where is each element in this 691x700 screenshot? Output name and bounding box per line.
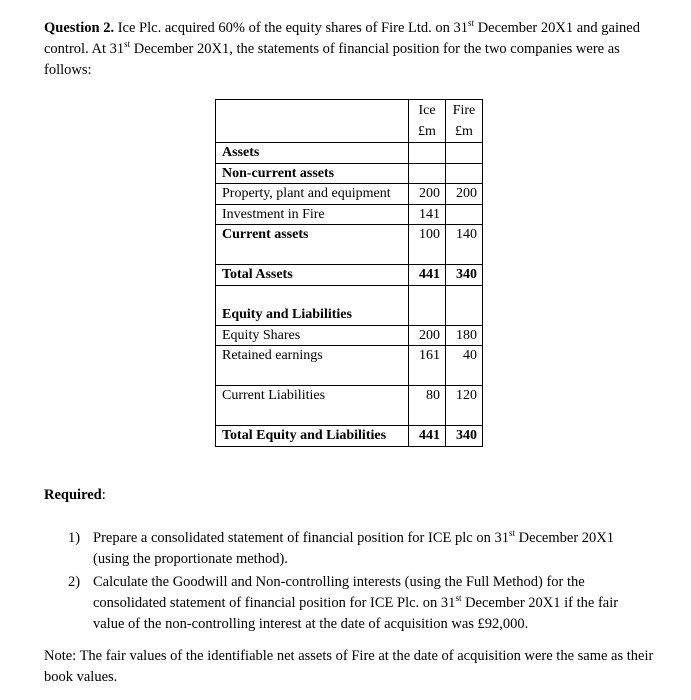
row-ice-value: 200 xyxy=(409,184,446,205)
list-item-sup: st xyxy=(508,528,515,538)
required-heading xyxy=(44,485,654,506)
table-spacer-row xyxy=(216,366,483,386)
row-ice-value: 141 xyxy=(409,204,446,225)
list-item xyxy=(62,528,642,570)
row-ice-value: 441 xyxy=(409,265,446,286)
table-row xyxy=(216,225,483,245)
row-label: Investment in Fire xyxy=(216,204,409,225)
row-ice-value xyxy=(409,163,446,184)
table-row xyxy=(216,386,483,406)
unit-blank-cell xyxy=(216,121,409,143)
table-header-row xyxy=(216,100,483,122)
row-label: Equity and Liabilities xyxy=(216,305,409,325)
header-blank-cell xyxy=(216,100,409,122)
intro-text-3: December 20X1, the statements of financial position for the two companies were as follows: xyxy=(44,41,620,78)
row-label: Property, plant and equipment xyxy=(216,184,409,205)
table-row xyxy=(216,426,483,447)
table-row xyxy=(216,325,483,346)
list-item-text-1: Prepare a consolidated statement of financial position for ICE plc on 31 xyxy=(93,530,509,546)
row-label: Non-current assets xyxy=(216,163,409,184)
row-fire-value: 40 xyxy=(446,346,483,366)
row-fire-value xyxy=(446,305,483,325)
col-fire-name: Fire xyxy=(446,100,483,122)
list-item-sup: st xyxy=(455,593,462,603)
question-intro xyxy=(44,18,654,81)
list-item-number: 2) xyxy=(68,574,81,590)
row-ice-value: 161 xyxy=(409,346,446,366)
row-label: Total Equity and Liabilities xyxy=(216,426,409,447)
table-row xyxy=(216,184,483,205)
row-ice-value: 100 xyxy=(409,225,446,245)
row-ice-value xyxy=(409,305,446,325)
table-spacer-row xyxy=(216,245,483,265)
intro-sup-1: st xyxy=(468,18,475,28)
row-label: Total Assets xyxy=(216,265,409,286)
note-text: Note: The fair values of the identifiable net assets of Fire at the date of acquisition were the same as their book values. xyxy=(44,648,654,685)
table-row xyxy=(216,163,483,184)
financial-position-table xyxy=(215,99,483,447)
list-item-text-1: Calculate the Goodwill and Non-controlling interests (using the Full Method) for the consolidated statement of financial position for ICE Plc. on 31 xyxy=(93,574,585,611)
col-ice-name: Ice xyxy=(409,100,446,122)
table-row xyxy=(216,305,483,325)
list-item xyxy=(62,572,642,635)
row-label: Current Liabilities xyxy=(216,386,409,406)
table-spacer-row xyxy=(216,285,483,305)
col-fire-unit: £m xyxy=(446,121,483,143)
col-ice-unit: £m xyxy=(409,121,446,143)
row-ice-value: 80 xyxy=(409,386,446,406)
row-label: Equity Shares xyxy=(216,325,409,346)
table-row xyxy=(216,265,483,286)
required-label: Required xyxy=(44,487,102,503)
row-label: Assets xyxy=(216,143,409,164)
row-label: Retained earnings xyxy=(216,346,409,366)
list-item-text-2: December 20X1 (using the proportionate method). xyxy=(93,530,615,567)
requirements-list xyxy=(62,528,642,637)
list-item-text-2: December 20X1 if the fair value of the non-controlling interest at the date of acquisition was £92,000. xyxy=(93,595,619,632)
row-ice-value: 441 xyxy=(409,426,446,447)
table-row xyxy=(216,143,483,164)
question-label: Question 2. xyxy=(44,20,115,36)
row-ice-value: 200 xyxy=(409,325,446,346)
table-spacer-row xyxy=(216,406,483,426)
intro-text-2: December 20X1 and gained control. At 31 xyxy=(44,20,640,57)
list-item-number: 1) xyxy=(68,530,81,546)
row-label: Current assets xyxy=(216,225,409,245)
row-fire-value: 180 xyxy=(446,325,483,346)
row-ice-value xyxy=(409,143,446,164)
row-fire-value xyxy=(446,204,483,225)
row-fire-value: 140 xyxy=(446,225,483,245)
table-unit-row xyxy=(216,121,483,143)
intro-text-1: Ice Plc. acquired 60% of the equity shares of Fire Ltd. on 31 xyxy=(114,20,469,36)
row-fire-value: 340 xyxy=(446,265,483,286)
row-fire-value: 200 xyxy=(446,184,483,205)
row-fire-value: 340 xyxy=(446,426,483,447)
table-row xyxy=(216,346,483,366)
row-fire-value: 120 xyxy=(446,386,483,406)
intro-sup-2: st xyxy=(124,39,131,49)
row-fire-value xyxy=(446,143,483,164)
table-row xyxy=(216,204,483,225)
row-fire-value xyxy=(446,163,483,184)
required-colon: : xyxy=(101,487,106,503)
